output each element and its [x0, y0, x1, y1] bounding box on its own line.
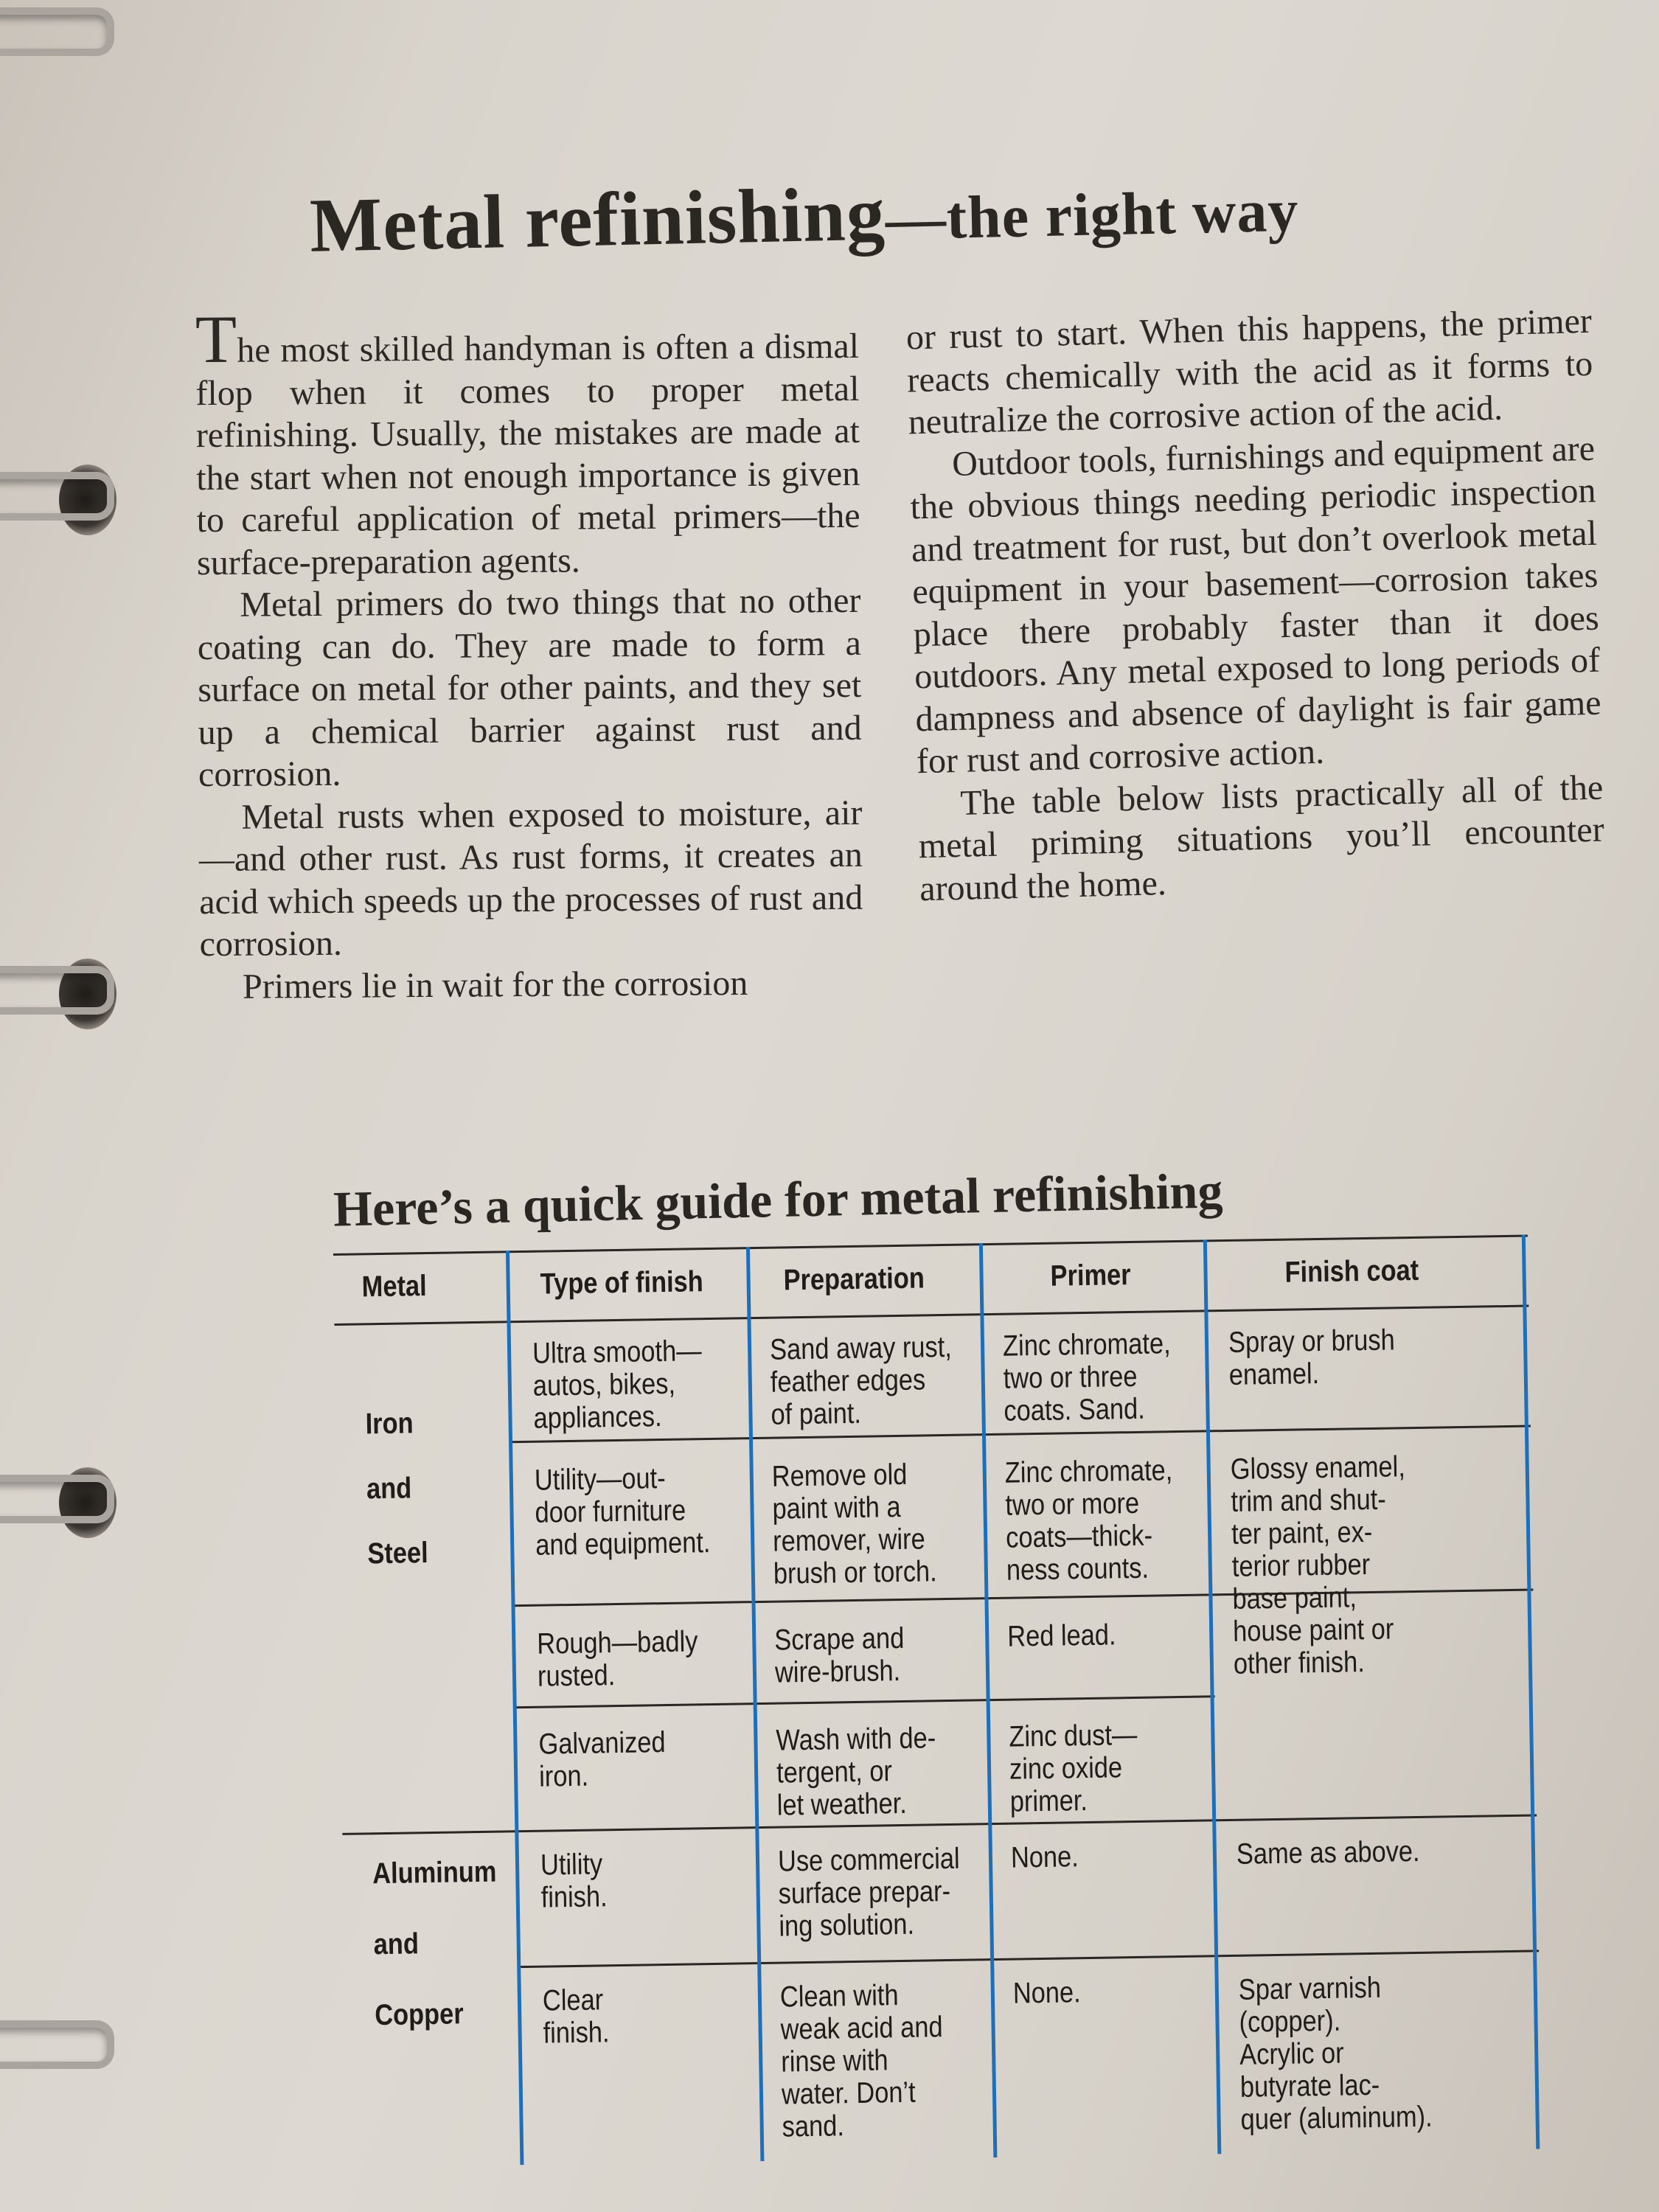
cell-primer: None.	[1010, 1840, 1079, 1874]
cell-preparation: Clean with weak acid and rinse with water. Don’t sand.	[779, 1979, 943, 2143]
guide-heading: Here’s a quick guide for metal refinishing	[333, 1162, 1224, 1237]
header-primer: Primer	[1050, 1259, 1131, 1293]
title-main: Metal refinishing	[308, 171, 886, 268]
cell-finish: Ultra smooth— autos, bikes, appliances.	[532, 1335, 702, 1435]
cell-preparation: Use commercial surface prepar- ing solution.	[777, 1842, 960, 1943]
header-finish-coat: Finish coat	[1284, 1253, 1419, 1289]
paragraph: or rust to start. When this happens, the primer reacts chemically with the acid as it forms to neutralize the corrosive action of the acid.	[905, 301, 1593, 442]
metal-label: Iron	[365, 1407, 414, 1441]
cell-finish: Utility finish.	[540, 1848, 608, 1914]
cell-primer: None.	[1012, 1976, 1082, 2010]
table-group-rule	[342, 1814, 1537, 1834]
binder-ring	[0, 472, 114, 521]
table-row-rule	[515, 1695, 1215, 1708]
table-column-rule	[1522, 1235, 1540, 2149]
cell-preparation: Scrape and wire-brush.	[773, 1621, 905, 1689]
refinishing-guide-table	[333, 1235, 1542, 2175]
cell-finish: Galvanized iron.	[538, 1726, 666, 1793]
metal-label: Aluminum	[372, 1855, 497, 1891]
binder-ring	[0, 966, 114, 1015]
paragraph: Outdoor tools, furnishings and equipment are the obvious things needing periodic inspection and treatment for rust, but don’t overlook metal equipment in your basement—corrosion takes place there probably faster than it does outdoors. Any metal exposed to long periods of dampness and absence of daylight is fair game for rust and corrosive action.	[909, 428, 1602, 782]
metal-label: Steel	[367, 1537, 428, 1571]
header-type-of-finish: Type of finish	[540, 1265, 704, 1301]
cell-primer: Red lead.	[1006, 1618, 1116, 1653]
cell-finish: Utility—out- door furniture and equipment.	[534, 1461, 711, 1562]
drop-cap: T	[195, 301, 237, 378]
table-rule-top	[333, 1235, 1528, 1256]
metal-label: and	[366, 1472, 412, 1506]
paragraph: Metal rusts when exposed to moisture, air—and other rust. As rust forms, it creates an acid which speeds up the processes of rust and corrosion.	[198, 793, 863, 964]
cell-finish: Rough—badly rusted.	[537, 1625, 698, 1693]
paragraph: The table below lists practically all of the metal priming situations you’ll encounter around the home.	[918, 768, 1605, 908]
article-column-left	[195, 301, 863, 1008]
header-metal: Metal	[361, 1270, 427, 1304]
cell-preparation: Sand away rust, feather edges of paint.	[769, 1330, 953, 1431]
article-column-right	[905, 300, 1605, 910]
paragraph-text: he most skilled handyman is often a dismal flop when it comes to proper metal refinishing. Usually, the mistakes are made at the start when not enough importance is given to careful application of metal primers—the surface-preparation agents.	[195, 326, 860, 582]
metal-label: and	[373, 1927, 420, 1961]
table-row-rule	[518, 1950, 1539, 1968]
cell-finish-coat: Spar varnish (copper). Acrylic or butyrate lac- quer (aluminum).	[1238, 1971, 1433, 2136]
paragraph: Primers lie in wait for the corrosion	[242, 963, 748, 1006]
binder-ring	[0, 1475, 114, 1523]
page-title	[309, 157, 1490, 269]
cell-finish-coat: Glossy enamel, trim and shut- ter paint, ex- terior rubber base paint, house paint or other finish.	[1230, 1450, 1406, 1680]
paragraph	[195, 301, 860, 584]
table-header-rule	[334, 1305, 1528, 1326]
cell-finish: Clear finish.	[542, 1983, 610, 2050]
header-preparation: Preparation	[783, 1262, 925, 1297]
paragraph: Metal primers do two things that no other coating can do. They are made to form a surface on metal for other paints, and they set up a chemical barrier against rust and corrosion.	[197, 580, 862, 795]
cell-primer: Zinc chromate, two or three coats. Sand.	[1002, 1327, 1171, 1427]
cell-primer: Zinc dust— zinc oxide primer.	[1009, 1718, 1138, 1818]
cell-finish-coat: Spray or brush enamel.	[1228, 1324, 1395, 1391]
cell-preparation: Remove old paint with a remover, wire brush or torch.	[771, 1458, 938, 1590]
cell-preparation: Wash with de- tergent, or let weather.	[776, 1722, 936, 1822]
metal-label: Copper	[374, 1997, 464, 2032]
title-sub: —the right way	[884, 176, 1300, 253]
binder-ring	[0, 7, 114, 56]
cell-primer: Zinc chromate, two or more coats—thick- ness counts.	[1004, 1454, 1173, 1587]
cell-finish-coat: Same as above.	[1236, 1834, 1420, 1871]
binder-ring	[0, 2020, 114, 2069]
